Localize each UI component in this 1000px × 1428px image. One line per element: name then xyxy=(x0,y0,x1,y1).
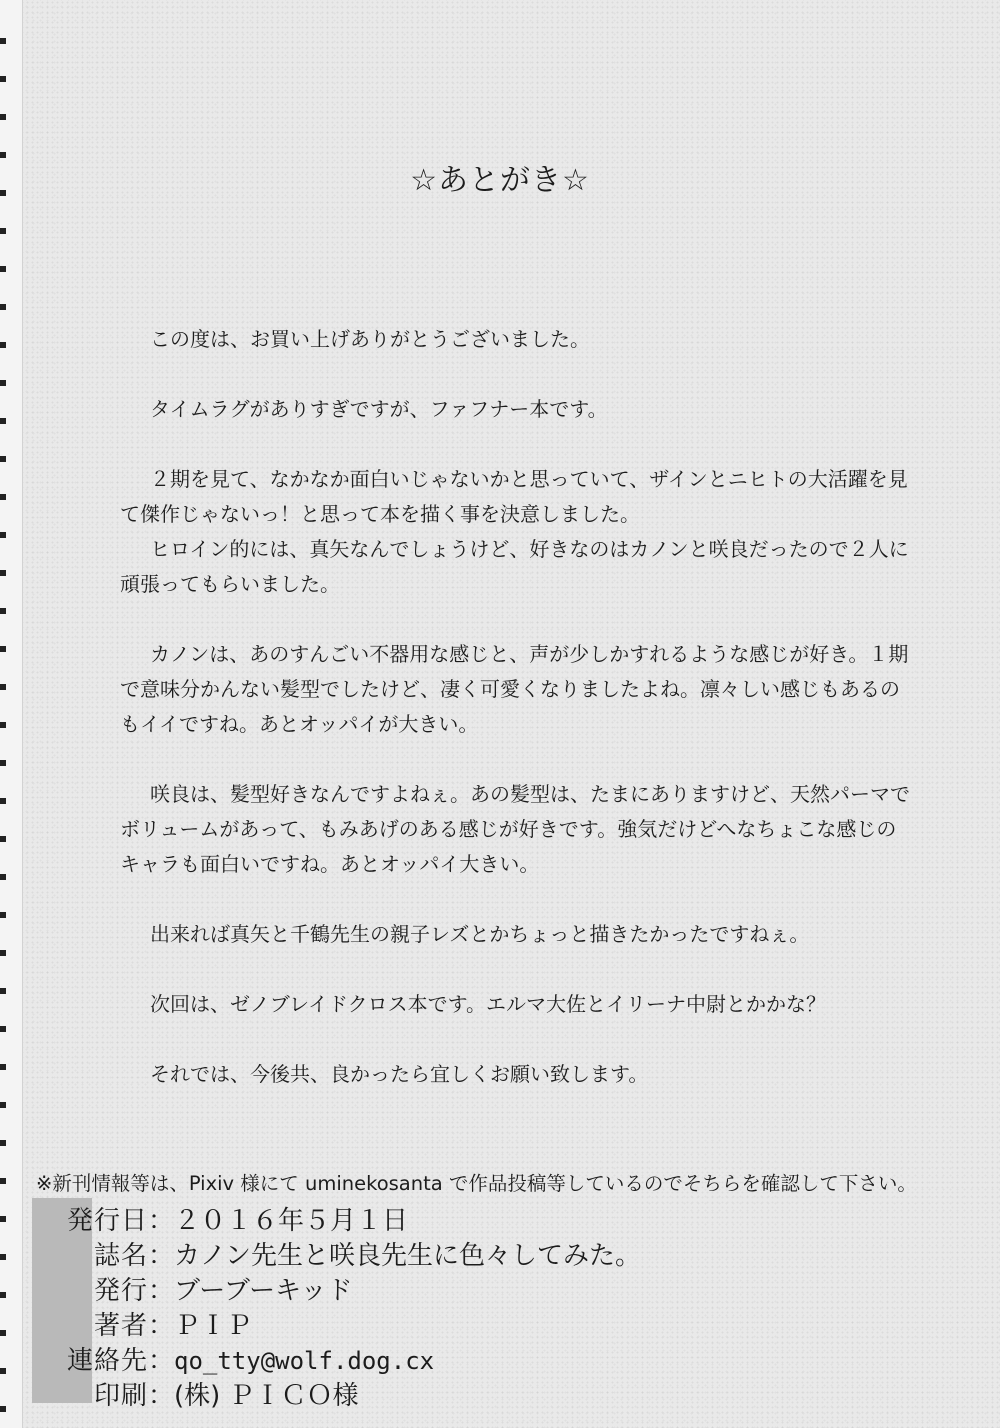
colophon-label: 著者 xyxy=(93,1311,148,1341)
colophon-value: ＰＩＰ xyxy=(174,1311,253,1341)
colophon-label: 発行 xyxy=(93,1276,148,1306)
margin-tick xyxy=(0,1216,6,1222)
colophon-separator: ： xyxy=(148,1241,175,1271)
colophon-row-author xyxy=(40,1309,940,1344)
paragraph-line: 頑張ってもらいました。 xyxy=(120,572,340,596)
paragraph-line: ボリュームがあって、もみあげのある感じが好きです。強気だけどへなちょこな感じの xyxy=(120,817,897,841)
margin-tick xyxy=(0,114,6,120)
afterword-body xyxy=(120,322,920,1127)
margin-tick xyxy=(0,836,6,842)
colophon-separator: ： xyxy=(148,1206,175,1236)
margin-tick xyxy=(0,798,6,804)
colophon-value: (株) ＰＩＣＯ様 xyxy=(174,1381,359,1411)
paragraph-line: ヒロイン的には、真矢なんでしょうけど、好きなのはカノンと咲良だったので２人に xyxy=(150,537,909,561)
colophon-separator: ： xyxy=(148,1346,175,1376)
margin-tick xyxy=(0,456,6,462)
paragraph-canon xyxy=(120,637,920,742)
margin-tick xyxy=(0,1178,6,1184)
margin-tick xyxy=(0,1368,6,1374)
binding-margin xyxy=(0,0,23,1428)
colophon-separator: ： xyxy=(148,1381,175,1411)
paragraph-line: キャラも面白いですね。あとオッパイ大きい。 xyxy=(120,852,540,876)
margin-tick xyxy=(0,912,6,918)
margin-tick xyxy=(0,1254,6,1260)
colophon-label: 印刷 xyxy=(93,1381,148,1411)
colophon-value: ２０１６年５月１日 xyxy=(174,1206,409,1236)
margin-tick xyxy=(0,570,6,576)
paragraph-next xyxy=(120,987,920,1022)
colophon-value: ブーブーキッド xyxy=(174,1276,353,1306)
paragraph-fafner xyxy=(120,392,920,427)
margin-tick xyxy=(0,1406,6,1412)
colophon-row-publisher xyxy=(40,1274,940,1309)
margin-tick xyxy=(0,874,6,880)
paragraph-line: タイムラグがありすぎですが、ファフナー本です。 xyxy=(150,397,608,421)
margin-tick xyxy=(0,1330,6,1336)
margin-tick xyxy=(0,76,6,82)
margin-tick xyxy=(0,342,6,348)
paragraph-line: それでは、今後共、良かったら宜しくお願い致します。 xyxy=(150,1062,649,1086)
paragraph-line: この度は、お買い上げありがとうございました。 xyxy=(150,327,590,351)
margin-tick xyxy=(0,1102,6,1108)
new-release-note: ※新刊情報等は、Pixiv 様にて uminekosanta で作品投稿等しているのでそちらを確認して下さい。 xyxy=(36,1172,917,1195)
margin-tick xyxy=(0,950,6,956)
colophon-label: 発行日 xyxy=(66,1206,148,1236)
paragraph-closing xyxy=(120,1057,920,1092)
paragraph-line: ２期を見て、なかなか面白いじゃないかと思っていて、ザインとニヒトの大活躍を見 xyxy=(150,467,908,491)
margin-tick xyxy=(0,722,6,728)
paragraph-line: で意味分かんない髪型でしたけど、凄く可愛くなりましたよね。凛々しい感じもあるの xyxy=(120,677,900,701)
paragraph-sakura xyxy=(120,777,920,882)
margin-tick xyxy=(0,1140,6,1146)
margin-tick xyxy=(0,38,6,44)
margin-tick xyxy=(0,228,6,234)
colophon-row-title xyxy=(40,1239,940,1274)
page-title: ☆あとがき☆ xyxy=(410,163,590,198)
colophon-row-printer xyxy=(40,1379,940,1414)
colophon-row-date xyxy=(40,1204,940,1239)
margin-tick xyxy=(0,1064,6,1070)
margin-tick xyxy=(0,684,6,690)
paragraph-heroine xyxy=(120,532,920,602)
margin-tick xyxy=(0,418,6,424)
margin-tick xyxy=(0,380,6,386)
contact-email: qo_tty@wolf.dog.cx xyxy=(174,1347,435,1375)
colophon-separator: ： xyxy=(148,1311,175,1341)
margin-tick xyxy=(0,988,6,994)
margin-tick xyxy=(0,266,6,272)
margin-tick xyxy=(0,1292,6,1298)
colophon-label: 誌名 xyxy=(93,1241,148,1271)
paragraph-line: もイイですね。あとオッパイが大きい。 xyxy=(120,712,479,736)
colophon-label: 連絡先 xyxy=(66,1346,148,1376)
paragraph-season2 xyxy=(120,462,920,532)
margin-tick xyxy=(0,608,6,614)
margin-tick xyxy=(0,760,6,766)
paragraph-line: て傑作じゃないっ！と思って本を描く事を決意しました。 xyxy=(120,502,640,526)
paragraph-maya xyxy=(120,917,920,952)
margin-tick xyxy=(0,304,6,310)
paragraph-line: 次回は、ゼノブレイドクロス本です。エルマ大佐とイリーナ中尉とかかな？ xyxy=(150,992,826,1016)
paragraph-line: カノンは、あのすんごい不器用な感じと、声が少しかすれるような感じが好き。１期 xyxy=(150,642,909,666)
colophon xyxy=(40,1204,940,1414)
margin-tick xyxy=(0,646,6,652)
margin-tick xyxy=(0,1026,6,1032)
colophon-row-contact xyxy=(40,1344,940,1379)
colophon-separator: ： xyxy=(148,1276,175,1306)
colophon-value: カノン先生と咲良先生に色々してみた。 xyxy=(174,1241,641,1271)
margin-tick xyxy=(0,532,6,538)
margin-tick xyxy=(0,494,6,500)
paragraph-line: 咲良は、髪型好きなんですよねぇ。あの髪型は、たまにありますけど、天然パーマで xyxy=(150,782,910,806)
paragraph-thanks xyxy=(120,322,920,357)
paragraph-line: 出来れば真矢と千鶴先生の親子レズとかちょっと描きたかったですねぇ。 xyxy=(150,922,810,946)
